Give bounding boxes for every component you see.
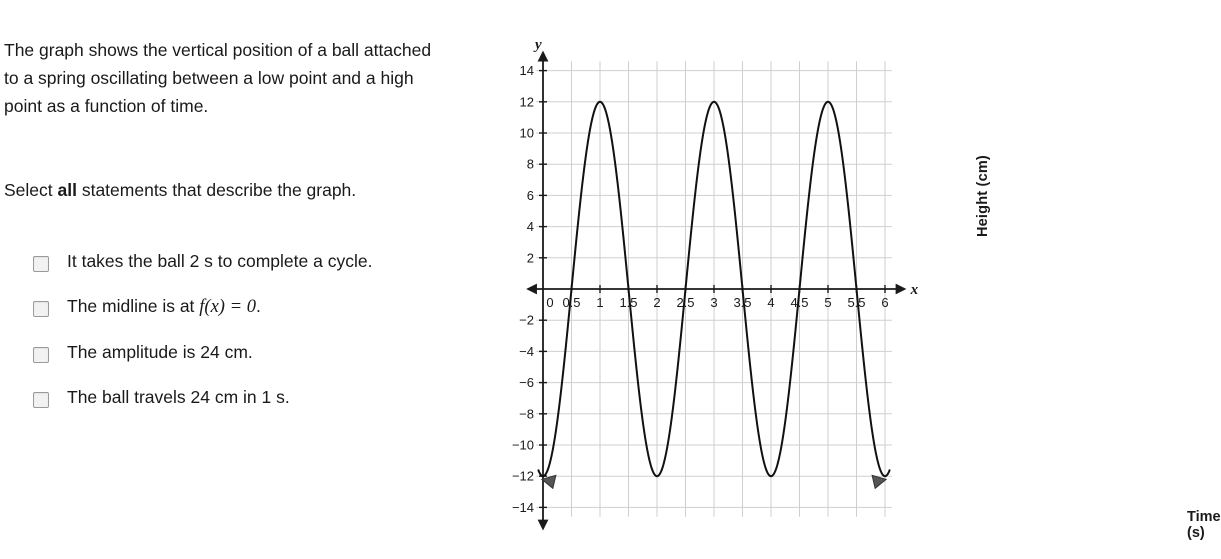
choice-label-4: The ball travels 24 cm in 1 s. <box>67 387 290 407</box>
choice-list <box>4 248 458 411</box>
svg-text:6: 6 <box>526 187 534 203</box>
question-stem: The graph shows the vertical position of a ball attached to a spring oscillating between a low point and a high point as a function of time. <box>4 40 432 116</box>
svg-text:4.5: 4.5 <box>790 295 809 310</box>
svg-text:2.5: 2.5 <box>676 295 695 310</box>
svg-text:−4: −4 <box>519 343 534 359</box>
svg-text:1: 1 <box>596 295 604 310</box>
choice-label-3: The amplitude is 24 cm. <box>67 342 253 362</box>
choice-row-2[interactable] <box>4 293 458 321</box>
svg-text:12: 12 <box>519 94 534 110</box>
choice-2-math-expr: f(x) = 0 <box>199 297 256 317</box>
svg-text:y: y <box>535 37 542 53</box>
svg-text:1.5: 1.5 <box>619 295 638 310</box>
svg-text:3: 3 <box>710 295 718 310</box>
choice-label-1: It takes the ball 2 s to complete a cycle. <box>67 251 373 271</box>
svg-text:10: 10 <box>519 125 534 141</box>
choice-row-3[interactable] <box>4 339 458 366</box>
svg-text:−2: −2 <box>519 312 534 328</box>
svg-text:2: 2 <box>653 295 661 310</box>
choice-2-text-before: The midline is at <box>67 296 200 316</box>
y-axis-title: Height (cm) <box>975 155 991 237</box>
svg-text:4: 4 <box>526 219 534 235</box>
choice-2-math <box>199 297 256 317</box>
question-instruction <box>4 176 458 204</box>
svg-text:0: 0 <box>546 295 554 310</box>
svg-text:6: 6 <box>881 295 889 310</box>
question-pane <box>0 0 478 559</box>
svg-text:−14: −14 <box>511 499 534 515</box>
choice-row-4[interactable] <box>4 384 458 411</box>
svg-text:−6: −6 <box>519 375 534 391</box>
svg-text:3.5: 3.5 <box>733 295 752 310</box>
choice-checkbox-1[interactable] <box>33 256 49 272</box>
svg-text:2: 2 <box>526 250 534 266</box>
choice-checkbox-2[interactable] <box>33 301 49 317</box>
instruction-emphasis: all <box>57 180 77 200</box>
svg-text:5: 5 <box>824 295 832 310</box>
graph-pane <box>478 0 1221 559</box>
x-axis-title: Time (s) <box>1187 509 1221 541</box>
svg-text:5.5: 5.5 <box>847 295 866 310</box>
choice-row-1[interactable] <box>4 248 458 275</box>
svg-text:8: 8 <box>526 156 534 172</box>
sine-graph <box>478 0 996 559</box>
choice-checkbox-3[interactable] <box>33 347 49 363</box>
svg-text:x: x <box>910 282 919 298</box>
svg-text:14: 14 <box>519 63 534 79</box>
choice-2-text-after: . <box>255 296 261 316</box>
svg-text:0.5: 0.5 <box>562 295 581 310</box>
svg-text:4: 4 <box>767 295 775 310</box>
choice-label-2 <box>67 293 261 321</box>
svg-text:−10: −10 <box>511 437 534 453</box>
instruction-pre: Select <box>4 180 58 200</box>
choice-checkbox-4[interactable] <box>33 392 49 408</box>
svg-text:−8: −8 <box>519 406 534 422</box>
svg-text:−12: −12 <box>511 468 534 484</box>
instruction-post: statements that describe the graph. <box>76 180 357 200</box>
